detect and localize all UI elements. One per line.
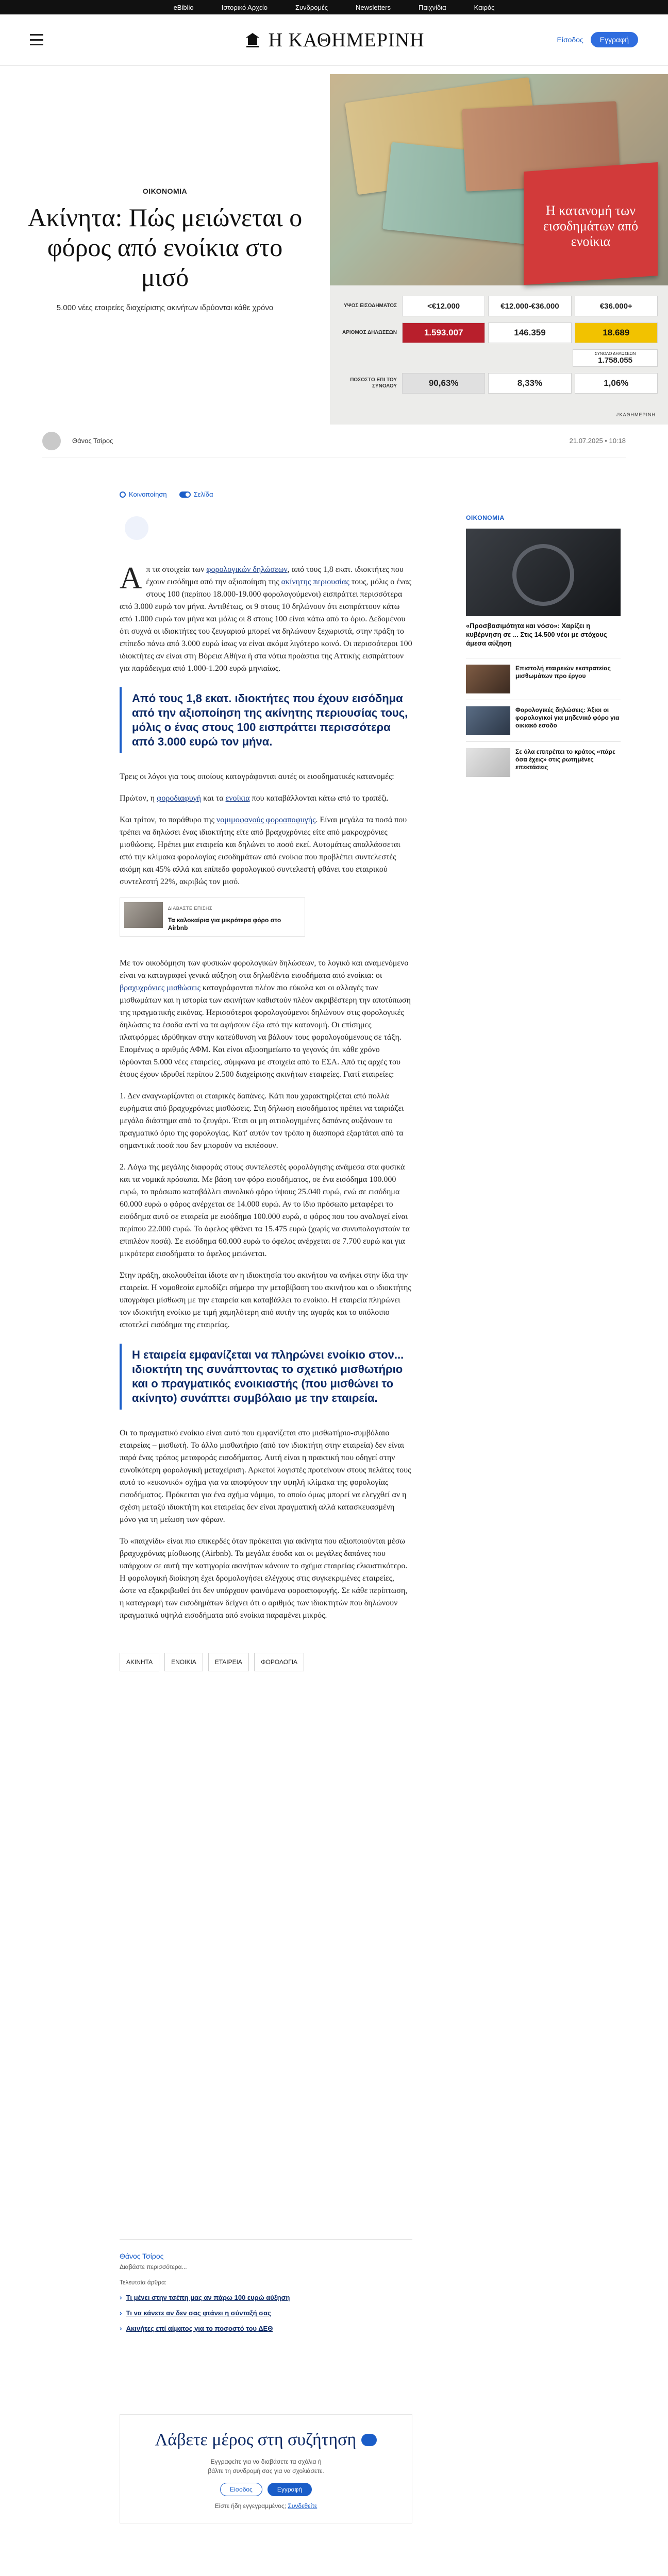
paragraph-9: Οι το πραγματικό ενοίκιο είναι αυτό που εμφανίζεται στο μισθωτήριο-συμβόλαιο εταιρείας – μισθωτή. Το άλλο μισθωτήριο (από τον ιδιοκτήτη στην εταιρεία) δεν είναι παρά ένας τρόπος μεταφοράς εισοδήματος. Αυτή είναι η πρακτική που οδηγεί στην ευνοϊκότερη φορολογική μεταχείριση. Αρκετοί λογιστές προτείνουν στους πελάτες τους αυτό το «εικονικό» σχήμα για να αποφύγουν την υψηλή κλίμακα της φορολογίας εισοδήματος. Πρόκειται για ένα σχήμα νόμιμο, το οποίο όμως μπορεί να ελεγχθεί αν η σχέση μεταξύ ιδιοκτήτη και εταιρείας δεν είναι πραγματική αλλά κατασκευασμένη μόνο για τη μείωση των φόρων. bbox=[120, 1429, 411, 1524]
related-thumb bbox=[124, 902, 163, 928]
related-article[interactable] bbox=[120, 897, 305, 937]
article-kicker[interactable]: ΟΙΚΟΝΟΜΙΑ bbox=[142, 187, 188, 195]
percent-high: 1,06% bbox=[575, 373, 658, 394]
author-name[interactable]: Θάνος Τσίρος bbox=[72, 437, 113, 445]
menu-icon[interactable] bbox=[30, 34, 43, 45]
link-tax-avoidance[interactable]: νομιμοφανούς φοροαποφυγής bbox=[216, 816, 316, 824]
paragraph-8: Στην πράξη, ακολουθείται ίδιοτε αν η ιδιοκτησία του ακινήτου να ανήκει στην ίδια την εταιρεία. Η νομοθεσία εμποδίζει σήμερα την μεταβίβαση του ακινήτου και ο ιδιοκτήτης υπογράφει μίσθωση με την εταιρεία και καταβάλλει το ενοίκιο. Η εταιρεία πληρώνει τον ιδιοκτήτη ενοίκιο με τιμή χαμηλότερη από αυτήν της αγοράς και το υπόλοιπο αποτελεί εισόδημα της εταιρείας. bbox=[120, 1271, 411, 1329]
latest-article-title: Τι μένει στην τσέπη μας αν πάρω 100 ευρώ αύξηση bbox=[126, 2293, 290, 2301]
author-box-more[interactable]: Διαβάστε περισσότερα... bbox=[120, 2263, 187, 2270]
count-low: 1.593.007 bbox=[402, 323, 485, 343]
topnav-weather[interactable]: Καιρός bbox=[474, 3, 495, 11]
paragraph-7: 2. Λόγω της μεγάλης διαφοράς στους συντελεστές φορολόγησης ανάμεσα στα φυσικά και τα νομικά πρόσωπα. Με βάση τον φόρο εισοδήματος, σε ένα εισόδημα 100.000 ευρώ, το πρόσωπο καταβάλλει συνολικό φόρο ύψους 25.040 ευρώ, ενώ σε εισόδημα 60.000 ευρώ ο φόρος ανέρχεται σε 14.000 ευρώ. Αν το ίδιο πρόσωπο μεταφέρει το εισόδημα αυτό σε εταιρεία με εισόδημα 100.000 ευρώ, ο φόρος που του αναλογεί είναι περίπου 22.000 ευρώ. Το όφελος φθάνει τα 15.475 ευρώ (χωρίς να συνυπολογιστούν τα επιπλέον ποσά). Σε εισόδημα 60.000 ευρώ το όφελος ανέρχεται σε 7.700 ευρώ και για μικρότερα εισοδήματα το όφελος μειώνεται. bbox=[120, 1163, 410, 1258]
top-strip bbox=[0, 0, 668, 14]
article-title: Ακίνητα: Πώς μειώνεται ο φόρος από ενοίκια στο μισό bbox=[27, 202, 303, 292]
chevron-right-icon: › bbox=[120, 2309, 122, 2317]
sidebar-item[interactable] bbox=[466, 700, 621, 741]
sidebar-thumb bbox=[466, 665, 510, 693]
sidebar-title[interactable]: ΟΙΚΟΝΟΜΙΑ bbox=[466, 514, 505, 521]
sidebar-item-text: Επιστολή εταιρειών εκστρατείας μισθωμάτων προ έργου bbox=[515, 665, 611, 680]
comments-sub-2: βάλτε τη συνδρομή σας για να σχολιάσετε. bbox=[208, 2467, 324, 2475]
hero-image bbox=[330, 74, 668, 425]
comments-box bbox=[120, 2414, 412, 2523]
latest-articles-label: Τελευταία άρθρα: bbox=[120, 2279, 167, 2286]
audio-player[interactable] bbox=[125, 516, 148, 540]
registered-text: Είστε ήδη εγγεγραμμένος; bbox=[214, 2502, 287, 2510]
link-tax-returns[interactable]: φορολογικών δηλώσεων bbox=[206, 565, 288, 574]
tag-company[interactable]: ΕΤΑΙΡΕΙΑ bbox=[208, 1653, 249, 1671]
income-stats bbox=[340, 296, 658, 400]
paragraph-4: Και τρίτον, το παράθυρο της νομιμοφανούς φοροαποφυγής. Είναι μεγάλα τα ποσά που τρέπει να δηλώσει ένας ιδιοκτήτης είτε από βραχυχρόνιες είτε από μακροχρόνιες μισθώσεις. Ηρέπει μια εταιρεία και δηλώνει το ποσό εκεί. Αυτομάτως απαλλάσσεται από την κλίμακα φορολογίας εισοδημάτων από ενοίκια που προβλέπει συντελεστές ακόμη και 45% αλλά και επίπεδο φορολογικού συντελεστή φθάνει του εταιρικού συντελεστή 22%, ακριβώς τον μισό. bbox=[120, 816, 407, 886]
topnav-newsletters[interactable]: Newsletters bbox=[356, 3, 391, 11]
paragraph-6: 1. Δεν αναγνωρίζονται οι εταιρικές δαπάνες. Κάτι που χαρακτηρίζεται από πολλά ευρήματα από βραχυχρόνιες μισθώσεις. Στη δήλωση εισοδήματος πρέπει να ταιριάζει μεγάλο διάστημα από το ζευγάρι. Έτσι οι μη αιτιολογημένες δαπάνες αυξάνουν το πραγματικό όριο της φορολογίας. Κατ' αυτόν τον τρόπο η διασπορά εξαρτάται από τα σημαντικά ποσά που δεν μπορούν να εκπέσουν. bbox=[120, 1092, 404, 1150]
latest-article-title: Ακινήτες επί αίματος για το ποσοστό του ΔΕΘ bbox=[126, 2324, 273, 2332]
share-icon bbox=[120, 492, 126, 498]
count-high: 18.689 bbox=[575, 323, 658, 343]
tag-rents[interactable]: ΕΝΟΙΚΙΑ bbox=[164, 1653, 203, 1671]
sidebar-main-image[interactable] bbox=[466, 529, 621, 616]
logo-emblem-icon bbox=[244, 31, 261, 49]
paragraph-1: Απ τα στοιχεία των φορολογικών δηλώσεων, από τους 1,8 εκατ. ιδιοκτήτες που έχουν εισόδημα από την αξιοποίηση της ακίνητης περιουσίας τους, μόλις ο ένας στους 100 (περίπου 18.000-19.000 φορολογούμενοι) εισπράττει περισσότερα από 3.000 ευρώ τον μήνα. Αντιθέτως, οι 9 στους 10 δηλώνουν ότι εισπράττουν κάτω από 1.000 ευρώ τον μήνα και μόλις οι 8 στους 100 είναι κάτω από το όριο. Δεδομένου ότι συχνά οι ιδιοκτήτες του ζευγαριού μπορεί να δηλώνουν ξεχωριστά, στην πράξη το επίπεδο πάνω από 3.000 ευρώ ίσως να είναι ακόμα λιγότερο κοινό. Οι περισσότεροι 100 ιδιοκτήτες αν είναι στη Βόρεια Αθήνα ή στα νότια προάστια της Αττικής εισπράττουν για παράδειγμα από 1.000-1.200 ευρώ μηνιαίως. bbox=[120, 561, 412, 673]
graphic-brand: #ΚΑΘΗΜΕΡΙΝΗ bbox=[616, 412, 656, 417]
comments-sub-1: Εγγραφείτε για να διαβάσετε τα σχόλια ή bbox=[210, 2458, 322, 2465]
count-mid: 146.359 bbox=[488, 323, 571, 343]
subscribe-button[interactable]: Εγγραφή bbox=[591, 32, 638, 47]
topnav-archive[interactable]: Ιστορικό Αρχείο bbox=[221, 3, 268, 11]
chevron-right-icon: › bbox=[120, 2293, 122, 2301]
tag-property[interactable]: ΑΚΙΝΗΤΑ bbox=[120, 1653, 159, 1671]
latest-article[interactable] bbox=[120, 2324, 412, 2332]
share-button[interactable] bbox=[120, 488, 167, 501]
sidebar-thumb bbox=[466, 748, 510, 777]
toggle-icon bbox=[179, 492, 191, 498]
tag-taxation[interactable]: ΦΟΡΟΛΟΓΙΑ bbox=[254, 1653, 304, 1671]
comments-subscribe-button[interactable]: Εγγραφή bbox=[268, 2483, 312, 2496]
hero bbox=[0, 74, 668, 425]
total-count: 1.758.055 bbox=[598, 356, 633, 365]
author-box bbox=[120, 2239, 412, 2340]
banknotes-image bbox=[330, 74, 668, 285]
percent-mid: 8,33% bbox=[488, 373, 571, 394]
pull-quote-2: Η εταιρεία εμφανίζεται να πληρώνει ενοίκιο στον... ιδιοκτήτη της συνάπτοντας το σχετικό μισθωτήριο και ο πραγματικός ενοικιαστής (που μισθώνει το ακίνητο) συνάπτει συμβόλαιο με την εταιρεία. bbox=[120, 1344, 412, 1410]
save-label: Σελίδα bbox=[193, 490, 213, 498]
pull-quote-1: Από τους 1,8 εκατ. ιδιοκτήτες που έχουν εισόδημα από την αξιοποίηση της ακίνητης περιουσίας τους, μόλις ο ένας στους 100 εισπράττει περισσότερα από 3.000 ευρώ τον μήνα. bbox=[120, 687, 412, 753]
sidebar-item-text: Φορολογικές δηλώσεις: Άξιοι οι φορολογικοί για μηδενικό φόρο για οικιακό εσοδο bbox=[515, 706, 620, 729]
save-button[interactable] bbox=[179, 488, 213, 501]
link-tax-evasion[interactable]: φοροδιαφυγή bbox=[157, 794, 202, 803]
article-subtitle: 5.000 νέες εταιρείες διαχείρισης ακινήτων ιδρύονται κάθε χρόνο bbox=[56, 303, 274, 312]
logo-text: Η ΚΑΘΗΜΕΡΙΝΗ bbox=[268, 29, 425, 51]
link-rents[interactable]: ενοίκια bbox=[225, 794, 250, 803]
sidebar-item[interactable] bbox=[466, 741, 621, 783]
latest-article[interactable] bbox=[120, 2293, 412, 2301]
total-label: ΣΥΝΟΛΟ ΔΗΛΩΣΕΩΝ bbox=[594, 351, 636, 356]
site-logo[interactable] bbox=[244, 29, 425, 52]
sidebar-thumb bbox=[466, 706, 510, 735]
percent-low: 90,63% bbox=[402, 373, 485, 394]
article-body bbox=[120, 488, 412, 1671]
stats-label-count: ΑΡΙΘΜΟΣ ΔΗΛΩΣΕΩΝ bbox=[342, 330, 397, 335]
topnav-ebiblio[interactable]: eBiblio bbox=[173, 3, 194, 11]
paragraph-10: Το «παιχνίδι» είναι πιο επικερδές όταν πρόκειται για ακίνητα που αξιοποιούνται μέσω βραχυχρόνιας μίσθωσης (Airbnb). Τα μεγάλα έσοδα και οι μεγάλες δαπάνες που υπάρχουν σε αυτή την κατηγορία ακινήτων κάνουν το σχήμα εταιρείας ελκυστικότερο. Η φορολογική διοίκηση έχει δρομολογήσει ελέγχους στις συγκεκριμένες εταιρείες, ώστε να εξακριβωθεί ότι δεν υπάρχουν φαινόμενα φοροαποφυγής. Σε κάθε περίπτωση, η καταγραφή των εισοδημάτων δείχνει ότι ο αριθμός των ιδιοκτητών που δηλώνουν πραγματικά υψηλά εισοδήματα από ενοίκια παραμένει μικρός. bbox=[120, 1537, 408, 1620]
comments-login-button[interactable]: Είσοδος bbox=[220, 2483, 262, 2496]
related-kicker: ΔΙΑΒΑΣΤΕ ΕΠΙΣΗΣ bbox=[168, 906, 212, 911]
article-date: 21.07.2025 • 10:18 bbox=[569, 437, 626, 445]
share-label: Κοινοποίηση bbox=[129, 490, 167, 498]
topnav-subscriptions[interactable]: Συνδρομές bbox=[295, 3, 328, 11]
signin-link[interactable]: Συνδεθείτε bbox=[288, 2502, 318, 2510]
paragraph-3: Πρώτον, η φοροδιαφυγή και τα ενοίκια που καταβάλλονται κάτω από το τραπέζι. bbox=[120, 794, 389, 803]
sidebar bbox=[466, 514, 621, 783]
comment-bubble-icon bbox=[361, 2434, 377, 2446]
bracket-mid: €12.000-€36.000 bbox=[488, 296, 571, 316]
site-header bbox=[0, 14, 668, 66]
author-avatar[interactable] bbox=[42, 432, 61, 450]
sidebar-main-caption[interactable]: «Προσβασιμότητα και νόσο»: Χαρίζει η κυβέρνηση σε ... Στις 14.500 νέοι με στόχους άμεσα αύξηση bbox=[466, 622, 607, 647]
latest-article[interactable] bbox=[120, 2309, 412, 2317]
dropcap: Α bbox=[120, 561, 142, 595]
link-property[interactable]: ακίνητης περιουσίας bbox=[281, 578, 349, 586]
link-short-term[interactable]: βραχυχρόνιες μισθώσεις bbox=[120, 984, 201, 992]
login-button[interactable]: Είσοδος bbox=[557, 36, 583, 44]
stats-label-income: ΥΨΟΣ ΕΙΣΟΔΗΜΑΤΟΣ bbox=[343, 303, 397, 309]
chevron-right-icon: › bbox=[120, 2324, 122, 2332]
bracket-high: €36.000+ bbox=[575, 296, 658, 316]
latest-article-title: Τι να κάνετε αν δεν σας φτάνει η σύνταξή σας bbox=[126, 2309, 271, 2317]
author-box-name[interactable]: Θάνος Τσίρος bbox=[120, 2252, 164, 2260]
tag-list bbox=[120, 1653, 412, 1671]
stats-label-percent: ΠΟΣΟΣΤΟ ΕΠΙ ΤΟΥ ΣΥΝΟΛΟΥ bbox=[350, 377, 397, 389]
house-card bbox=[524, 162, 658, 285]
related-title: Τα καλοκαίρια για μικρότερα φόρο στο Airbnb bbox=[168, 917, 281, 931]
topnav-games[interactable]: Παιχνίδια bbox=[418, 3, 446, 11]
house-card-text: Η κατανομή των εισοδημάτων από ενοίκια bbox=[543, 203, 638, 249]
author-bar bbox=[42, 425, 626, 457]
sidebar-item[interactable] bbox=[466, 658, 621, 700]
bracket-low: <€12.000 bbox=[402, 296, 485, 316]
comments-title: Λάβετε μέρος στη συζήτηση bbox=[155, 2430, 357, 2449]
paragraph-5: Με τον οικοδόμηση των φυσικών φορολογικών δηλώσεων, το λογικό και αναμενόμενο είναι να καταγραφεί γενικά αύξηση στα δηλωθέντα εισοδήματα από ενοίκια: οι βραχυχρόνιες μισθώσεις καταγράφονται πλέον πιο εύκολα και οι αλλαγές των μισθωμάτων και η ιστορία των ακινήτων καθιστούν πλέον ακριβέστερη την αποτύπωση της πραγματικής εικόνας. Ηερισσότεροι φορολογούμενοι δηλώνουν στις φορολογικές δηλώσεις τα έσοδα αντί να τα αφήσουν έξω από την κατανομή. Οι επίσημες πλατφόρμες ιδρύθηκαν στην κατεύθυνση να βάλουν τους φορολογούμενους σε τάξη. Επομένως ο αριθμός ΑΦΜ. Και είναι αξιοσημείωτο το γεγονός ότι κάθε χρόνο ιδρύονται 5.000 νέες εταιρείες, σύμφωνα με στοιχεία από το ΕΣΑ. Από τις αρχές του έτους έχουν ιδρυθεί περίπου 2.500 διαχείρισης ακινήτων εταιρείες. Γιατί εταιρείες: bbox=[120, 959, 411, 1079]
paragraph-2: Τρεις οι λόγοι για τους οποίους καταγράφονται αυτές οι εισοδηματικές κατανομές: bbox=[120, 772, 394, 781]
sidebar-item-text: Σε όλα επιτρέπει το κράτος «πάρε όσα έχεις» στις ρωτημένες επεκτάσεις bbox=[515, 748, 615, 771]
